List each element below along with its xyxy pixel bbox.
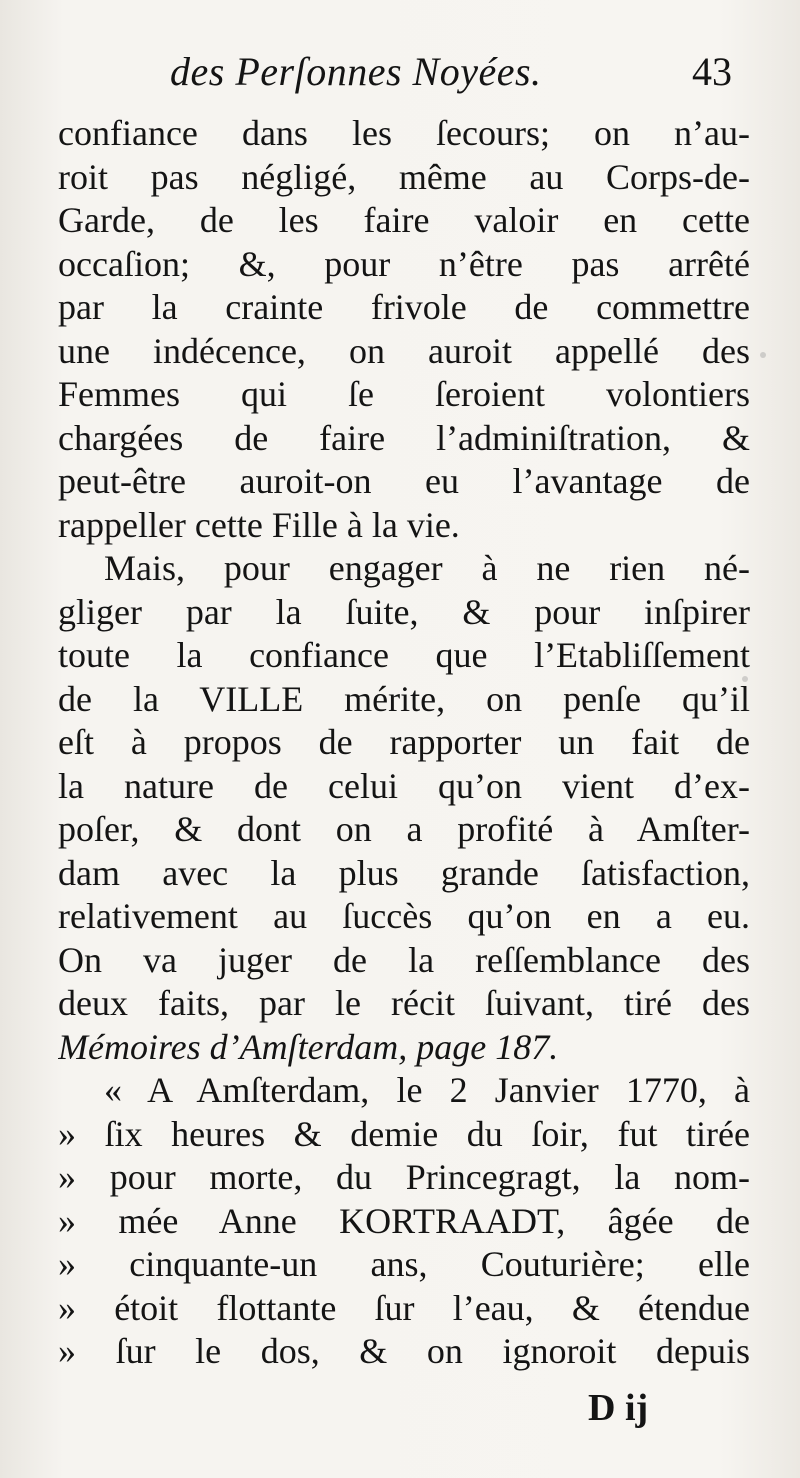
page-number: 43 (692, 49, 732, 94)
text-line: Mais, pour engager à ne rien né- (104, 548, 750, 588)
text-line: » mée Anne KORTRAADT, âgée de (58, 1200, 750, 1241)
text-line: relativement au ſuccès qu’on en a eu. (58, 896, 750, 936)
text-line: la nature de celui qu’on vient d’ex- (58, 765, 750, 806)
text-line: » pour morte, du Princegragt, la nom- (58, 1157, 750, 1197)
text-line: » étoit flottante ſur l’eau, & étendue (58, 1287, 750, 1328)
text-line: eſt à propos de rapporter un fait de (58, 722, 750, 762)
text-line: » ſix heures & demie du ſoir, fut tirée (58, 1113, 750, 1154)
text-line: » cinquante-un ans, Couturière; elle (58, 1244, 750, 1284)
text-line: » ſur le dos, & on ignoroit depuis (58, 1331, 750, 1371)
paper-speck (742, 676, 748, 682)
text-line: gliger par la ſuite, & pour inſpirer (58, 591, 750, 632)
body-text (58, 112, 750, 1374)
text-line: « A Amſterdam, le 2 Janvier 1770, à (104, 1070, 750, 1110)
text-line: roit pas négligé, même au Corps-de- (58, 156, 750, 197)
text-line: chargées de faire l’adminiſtration, & (58, 417, 750, 458)
text-line: confiance dans les ſecours; on n’au- (58, 113, 750, 153)
running-title: des Perſonnes Noyées. (170, 49, 542, 94)
text-line: deux faits, par le récit ſuivant, tiré des (58, 983, 750, 1023)
text-line: peut-être auroit-on eu l’avantage de (58, 461, 750, 501)
text-line: toute la confiance que l’Etabliſſement (58, 635, 750, 675)
signature-mark: D ij (588, 1387, 649, 1429)
paper-speck (760, 352, 766, 358)
text-line: une indécence, on auroit appellé des (58, 330, 750, 371)
text-line: poſer, & dont on a profité à Amſter- (58, 809, 750, 849)
running-head (170, 48, 740, 108)
text-line: Mémoires d’Amſterdam, page 187. (58, 1026, 559, 1067)
text-line: Garde, de les faire valoir en cette (58, 200, 750, 240)
text-line: de la VILLE mérite, on penſe qu’il (58, 678, 750, 719)
text-line: Femmes qui ſe ſeroient volontiers (58, 374, 750, 414)
text-line: par la crainte frivole de commettre (58, 287, 750, 327)
text-line: rappeller cette Fille à la vie. (58, 504, 460, 545)
text-line: On va juger de la reſſemblance des (58, 939, 750, 980)
text-line: dam avec la plus grande ſatisfaction, (58, 852, 750, 893)
text-line: occaſion; &, pour n’être pas arrêté (58, 243, 750, 284)
